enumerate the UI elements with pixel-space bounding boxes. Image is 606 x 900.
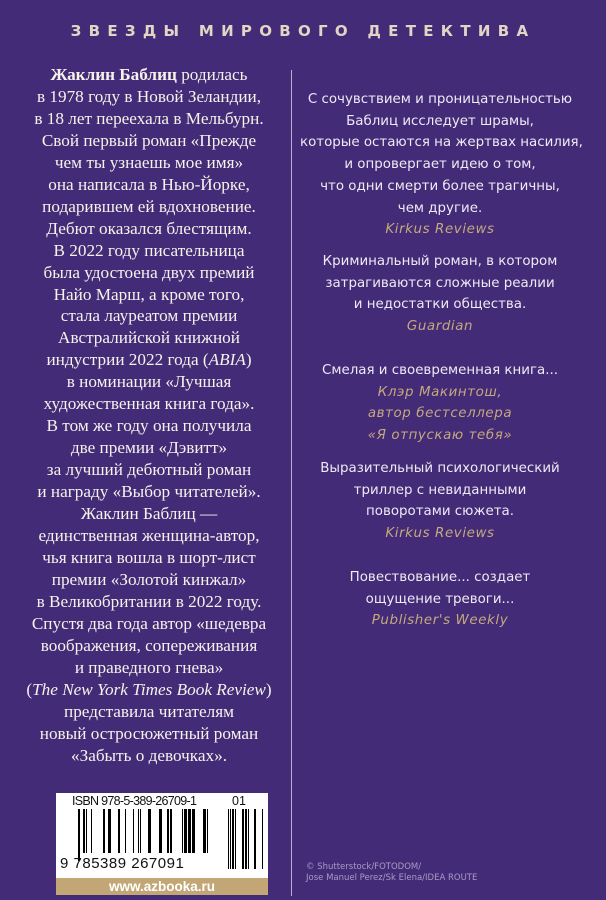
bio-text: ABIA bbox=[208, 350, 246, 370]
bio-text: премии «Золотой кинжал» bbox=[51, 569, 247, 589]
quote-line: чем другие. bbox=[397, 200, 483, 216]
quote-line: ощущение тревоги... bbox=[365, 591, 515, 607]
bio-text: Свой первый роман «Прежде bbox=[41, 130, 257, 150]
bio-line bbox=[18, 635, 280, 657]
bio-line bbox=[18, 86, 280, 108]
bio-line bbox=[18, 547, 280, 569]
quote-line: которые остаются на жертвах насилия, bbox=[300, 135, 583, 151]
quote-line: Повествование... создает bbox=[349, 570, 531, 585]
bio-line bbox=[18, 349, 280, 371]
bio-text: ( bbox=[26, 679, 33, 699]
bio-line bbox=[18, 108, 280, 130]
quote-line: Криминальный роман, в котором bbox=[322, 254, 558, 269]
barcode-bar bbox=[188, 809, 191, 853]
bio-text: В 2022 году писательница bbox=[53, 240, 245, 260]
barcode-bar bbox=[86, 809, 87, 853]
barcode-digits: 9 785389 267091 bbox=[60, 855, 185, 872]
bio-line bbox=[18, 130, 280, 152]
barcode-bar bbox=[232, 809, 234, 869]
bio-line bbox=[18, 284, 280, 306]
quote-source: «Я отпускаю тебя» bbox=[367, 428, 513, 444]
quote-line: триллер с невиданными bbox=[353, 482, 527, 498]
bio-text: Жаклин Баблиц bbox=[50, 65, 177, 84]
bio-text: в 1978 году в Новой Зеландии, bbox=[36, 86, 262, 106]
barcode-bar bbox=[108, 809, 111, 853]
barcode-bar bbox=[262, 809, 263, 869]
bio-line bbox=[18, 196, 280, 218]
bio-text: ) bbox=[265, 679, 272, 699]
bio-text: и награду «Выбор читателей». bbox=[37, 482, 261, 502]
barcode-bar bbox=[148, 809, 151, 853]
barcode-bar bbox=[245, 809, 247, 869]
bio-line bbox=[18, 240, 280, 262]
review-quote bbox=[300, 458, 580, 545]
barcode-bar bbox=[207, 809, 208, 853]
bio-line bbox=[18, 459, 280, 481]
barcode-bar bbox=[118, 809, 120, 853]
bio-text: The New York Times Book Review bbox=[32, 679, 266, 699]
bio-text: Жаклин Баблиц — bbox=[80, 504, 218, 524]
bio-line bbox=[18, 701, 280, 723]
review-quote bbox=[300, 89, 583, 241]
bio-line bbox=[18, 174, 280, 196]
bio-text: чем ты узнаешь мое имя» bbox=[54, 152, 244, 172]
quote-line: что одни смерти более трагичны, bbox=[320, 178, 560, 194]
barcode-bar bbox=[230, 809, 231, 869]
isbn-text: ISBN 978-5-389-26709-1 bbox=[72, 794, 197, 808]
quote-line: поворотами сюжета. bbox=[366, 504, 514, 520]
review-quote bbox=[300, 567, 580, 632]
bio-text: Найо Марш, а кроме того, bbox=[53, 284, 245, 304]
barcode-bar bbox=[248, 809, 249, 869]
barcode-bar bbox=[125, 809, 126, 853]
bio-line bbox=[18, 437, 280, 459]
bio-text: две премии «Дэвитт» bbox=[70, 438, 228, 458]
bio-line bbox=[18, 262, 280, 284]
column-divider bbox=[291, 70, 292, 896]
author-bio bbox=[18, 64, 280, 767]
barcode-bar bbox=[83, 809, 85, 853]
bio-line bbox=[18, 591, 280, 613]
barcode-bar bbox=[203, 809, 206, 853]
quote-source: Клэр Макинтош, bbox=[377, 384, 503, 400]
bio-line bbox=[18, 371, 280, 393]
quote-line: Выразительный психологический bbox=[320, 461, 560, 476]
barcode-bar bbox=[167, 809, 169, 853]
quote-source: Guardian bbox=[406, 319, 474, 335]
bio-text: ) bbox=[245, 350, 252, 370]
bio-line bbox=[18, 218, 280, 240]
bio-text: за лучший дебютный роман bbox=[46, 460, 252, 480]
bio-text: чья книга вошла в шорт-лист bbox=[42, 547, 256, 567]
publisher-url: www.azbooka.ru bbox=[56, 878, 268, 895]
barcode-bar bbox=[133, 809, 134, 853]
bio-text: Дебют оказался блестящим. bbox=[46, 218, 252, 238]
bio-text: была удостоена двух премий bbox=[43, 262, 255, 282]
quote-source: автор бестселлера bbox=[367, 406, 513, 422]
bio-text: родилась bbox=[176, 65, 248, 84]
image-credits bbox=[306, 862, 477, 884]
bio-line bbox=[18, 503, 280, 525]
quote-source: Kirkus Reviews bbox=[385, 526, 495, 542]
quote-source: Kirkus Reviews bbox=[385, 222, 495, 238]
barcode-bar bbox=[91, 809, 92, 853]
barcode-bar bbox=[228, 809, 229, 869]
bio-text: в Великобритании в 2022 году. bbox=[36, 591, 262, 611]
bio-line bbox=[18, 525, 280, 547]
barcode-bar bbox=[182, 809, 183, 853]
bio-line bbox=[18, 152, 280, 174]
bio-text: художественная книга года». bbox=[43, 394, 255, 414]
barcode-bar bbox=[235, 809, 236, 869]
barcode-bar bbox=[192, 809, 195, 853]
bio-text: стала лауреатом премии bbox=[60, 306, 238, 326]
bio-line bbox=[18, 64, 280, 86]
bio-line bbox=[18, 393, 280, 415]
bio-text: и праведного гнева» bbox=[74, 657, 224, 677]
bio-line bbox=[18, 613, 280, 635]
bio-text: в номинации «Лучшая bbox=[66, 372, 232, 392]
barcode-bar bbox=[138, 809, 139, 853]
bio-line bbox=[18, 723, 280, 745]
barcode-bar bbox=[78, 809, 80, 861]
barcode-bar bbox=[184, 809, 187, 853]
barcode-bar bbox=[159, 809, 162, 853]
credits-line: © Shutterstock/FOTODOM/ bbox=[306, 862, 422, 872]
credits-line: Jose Manuel Perez/Sk Elena/IDEA ROUTE bbox=[306, 873, 478, 883]
bio-text: единственная женщина-автор, bbox=[38, 526, 260, 546]
bio-line bbox=[18, 415, 280, 437]
quote-line: Смелая и своевременная книга... bbox=[322, 363, 558, 378]
barcode-bar bbox=[170, 809, 172, 853]
bio-line bbox=[18, 745, 280, 767]
barcode-bar bbox=[140, 809, 141, 853]
bio-line bbox=[18, 569, 280, 591]
bio-line bbox=[18, 679, 280, 701]
quote-line: Баблиц исследует шрамы, bbox=[346, 113, 534, 129]
review-quote bbox=[300, 360, 580, 447]
bio-line bbox=[18, 657, 280, 679]
barcode-bar bbox=[242, 809, 244, 869]
bio-text: Спустя два года автор «шедевра bbox=[31, 613, 267, 633]
bio-text: в 18 лет переехала в Мельбурн. bbox=[34, 108, 264, 128]
bio-line bbox=[18, 327, 280, 349]
isbn-barcode bbox=[56, 793, 268, 895]
quote-line: и опровергает идею о том, bbox=[344, 157, 536, 173]
review-quote bbox=[300, 251, 580, 338]
bio-text: представила читателям bbox=[64, 701, 234, 721]
bio-line bbox=[18, 305, 280, 327]
barcode-bar bbox=[254, 809, 256, 869]
bio-text: она написала в Нью-Йорке, bbox=[48, 174, 250, 194]
series-title: ЗВЕЗДЫ МИРОВОГО ДЕТЕКТИВА bbox=[70, 22, 536, 40]
quote-line: затрагиваются сложные реалии bbox=[325, 275, 555, 291]
quote-line: С сочувствием и проницательностью bbox=[307, 92, 573, 107]
barcode-bar bbox=[103, 809, 105, 853]
bio-text: Австралийской книжной bbox=[58, 328, 240, 348]
bio-text: новый остросюжетный роман bbox=[39, 723, 259, 743]
bio-text: подарившем ей вдохновение. bbox=[42, 196, 256, 216]
bio-text: В том же году она получила bbox=[46, 416, 252, 436]
bio-line bbox=[18, 481, 280, 503]
quote-source: Publisher's Weekly bbox=[371, 613, 509, 629]
bio-text: «Забыть о девочках». bbox=[70, 745, 228, 765]
bio-text: индустрии 2022 года ( bbox=[46, 350, 209, 370]
bio-text: воображения, сопереживания bbox=[40, 635, 258, 655]
quote-line: и недостатки общества. bbox=[353, 297, 527, 313]
isbn-addon: 01 bbox=[232, 794, 246, 808]
